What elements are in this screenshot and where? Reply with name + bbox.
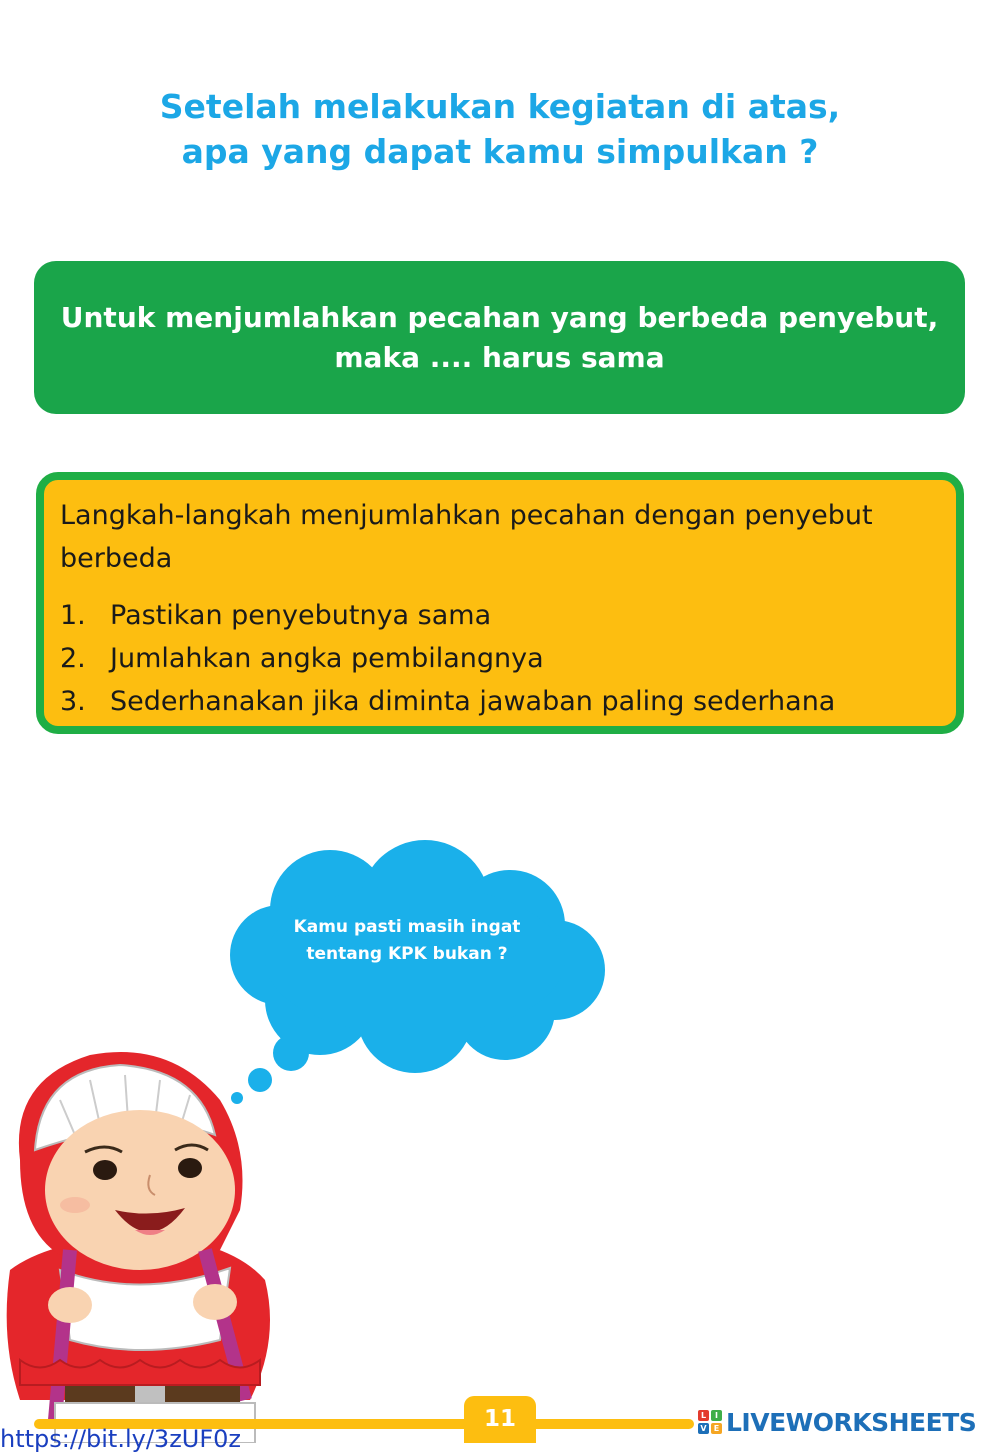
footer-link[interactable]: https://bit.ly/3zUF0z xyxy=(0,1425,242,1453)
brand-name: LIVEWORKSHEETS xyxy=(726,1407,977,1437)
list-item xyxy=(60,680,835,723)
step-text: Pastikan penyebutnya sama xyxy=(110,600,492,631)
step-text: Jumlahkan angka pembilangnya xyxy=(110,643,544,674)
list-item xyxy=(60,637,835,680)
logo-tile: E xyxy=(711,1423,722,1434)
title-line-1: Setelah melakukan kegiatan di atas, xyxy=(159,87,841,126)
thought-line-1: Kamu pasti masih ingat xyxy=(293,917,521,937)
conclusion-line-2: maka .... harus sama xyxy=(334,340,665,374)
girl-illustration xyxy=(0,1040,290,1443)
logo-tile: L xyxy=(698,1410,709,1421)
steps-intro: Langkah-langkah menjumlahkan pecahan dengan penyebut berbeda xyxy=(60,500,873,574)
page-title xyxy=(0,84,1000,174)
step-text: Sederhanakan jika diminta jawaban paling sederhana xyxy=(110,686,836,717)
liveworksheets-logo[interactable] xyxy=(698,1405,976,1439)
conclusion-box xyxy=(34,261,965,414)
step-number: 2. xyxy=(60,643,86,674)
step-number: 3. xyxy=(60,686,86,717)
steps-box xyxy=(36,472,964,734)
page-number: 11 xyxy=(464,1396,536,1443)
logo-tile: I xyxy=(711,1410,722,1421)
step-number: 1. xyxy=(60,600,86,631)
logo-tiles-icon xyxy=(698,1410,722,1434)
logo-tile: V xyxy=(698,1423,709,1434)
steps-list xyxy=(60,594,835,723)
thought-bubble-text xyxy=(272,914,542,968)
thought-line-2: tentang KPK bukan ? xyxy=(306,944,508,964)
title-line-2: apa yang dapat kamu simpulkan ? xyxy=(181,132,819,171)
list-item xyxy=(60,594,835,637)
conclusion-line-1: Untuk menjumlahkan pecahan yang berbeda penyebut, xyxy=(60,300,939,334)
